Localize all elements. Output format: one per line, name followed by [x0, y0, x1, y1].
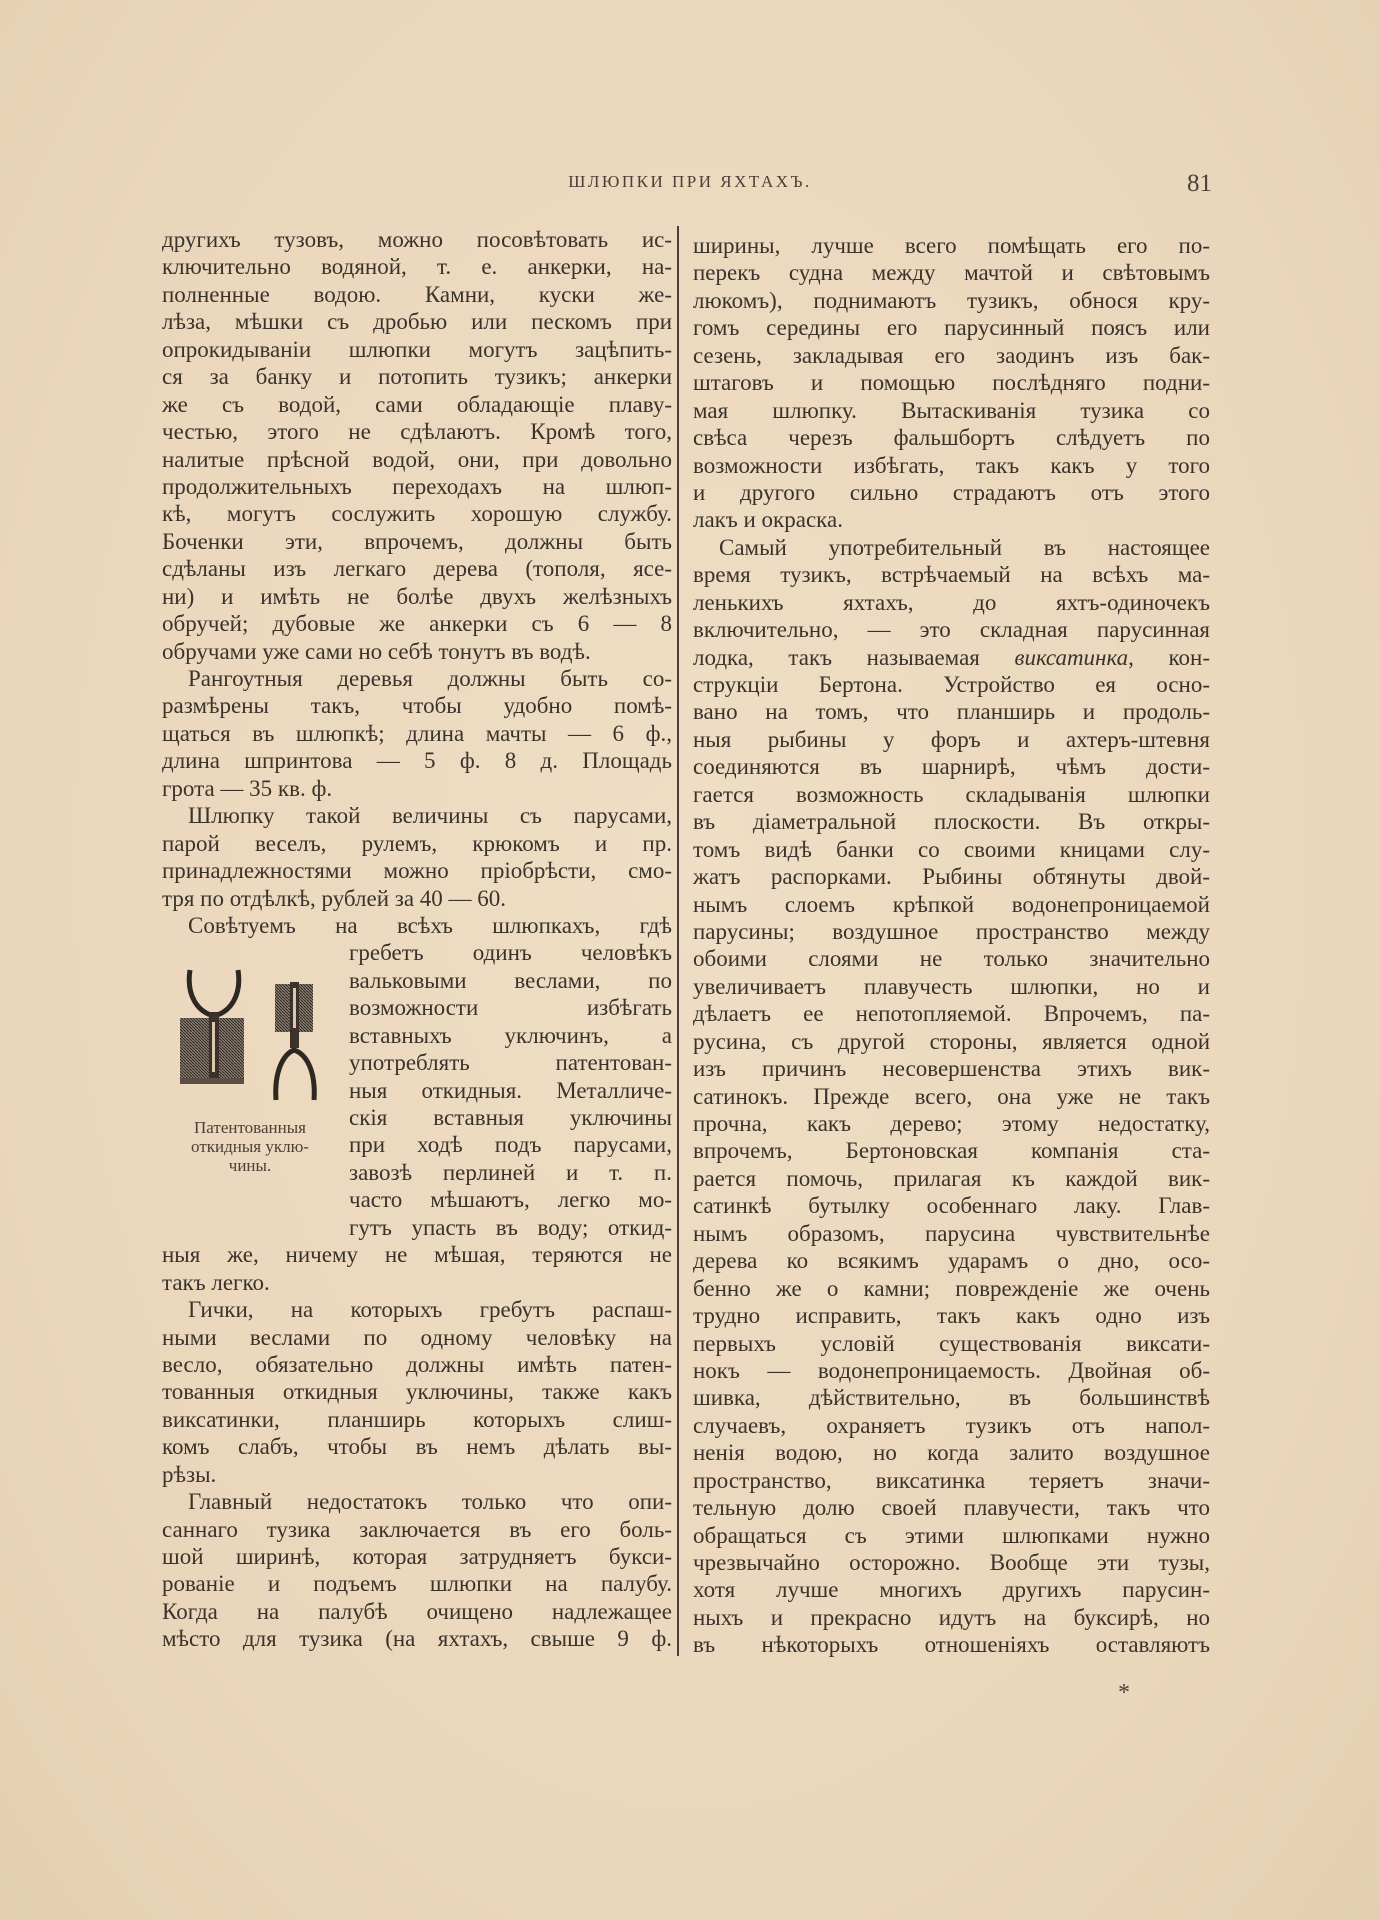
text-line — [693, 644, 1210, 671]
text-line: жатъ распорками. Рыбины обтянуты двой- — [693, 864, 1210, 890]
text-line: полненные водою. Камни, куски же- — [162, 281, 672, 307]
text-line: впрочемъ, Бертоновская компанія ста- — [693, 1138, 1210, 1164]
text-line: лакъ и окраска. — [693, 507, 843, 533]
text-line: дерева ко всякимъ ударамъ о дно, осо- — [693, 1248, 1210, 1274]
text-line: сатинокъ. Прежде всего, она уже не такъ — [693, 1083, 1210, 1109]
text-segment: лодка, такъ называемая — [693, 644, 1015, 670]
text-line: ныя откидныя. Металличе- — [349, 1077, 672, 1103]
text-line: гребетъ одинъ человѣкъ — [349, 940, 672, 966]
text-line: трудно исправить, такъ какъ одно изъ — [693, 1303, 1210, 1329]
text-line: рается помочь, прилагая къ каждой вик- — [693, 1165, 1210, 1191]
text-line: Гички, на которыхъ гребутъ распаш- — [188, 1297, 672, 1323]
text-line: чрезвычайно осторожно. Вообще эти тузы, — [693, 1550, 1210, 1575]
text-line: возможности избѣгать, такъ какъ у того — [693, 452, 1210, 478]
text-line: обоими слоями не только значительно — [693, 946, 1210, 972]
caption-line: чины. — [228, 1156, 272, 1175]
text-line: дѣлаетъ ее непотопляемой. Впрочемъ, па- — [693, 1001, 1210, 1027]
text-line: мая шлюпку. Вытаскиванія тузика со — [693, 397, 1210, 423]
text-line: при ходѣ подъ парусами, — [349, 1132, 672, 1158]
text-line: такъ легко. — [162, 1269, 270, 1295]
text-line: саннаго тузика заключается въ его боль- — [162, 1516, 672, 1542]
text-line: нымъ слоемъ крѣпкой водонепроницаемой — [693, 891, 1210, 917]
text-line: же съ водой, сами обладающіе плаву- — [162, 391, 672, 417]
text-line: и другого сильно страдаютъ отъ этого — [693, 479, 1210, 505]
text-line: штаговъ и помощью послѣдняго подни- — [693, 370, 1210, 396]
text-line: вальковыми веслами, по — [349, 967, 672, 993]
page-number: 81 — [1187, 170, 1212, 197]
text-line: тря по отдѣлкѣ, рублей за 40 — 60. — [162, 885, 507, 911]
text-line: бенно же о камни; поврежденіе же очень — [693, 1275, 1210, 1301]
signature-mark: * — [1118, 1680, 1130, 1706]
text-line: соединяются въ шарнирѣ, чѣмъ дости- — [693, 754, 1210, 780]
text-line: налитые прѣсной водой, они, при довольно — [162, 446, 672, 472]
right-column — [693, 232, 1210, 1659]
text-line: продолжительныхъ переходахъ на шлюп- — [162, 473, 672, 499]
text-line: первыхъ условій существованія виксати- — [693, 1330, 1210, 1356]
text-line: въ нѣкоторыхъ отношеніяхъ оставляютъ — [693, 1632, 1210, 1658]
text-line: скія вставныя уключины — [349, 1105, 672, 1130]
text-line: ныя рыбины у форъ и ахтеръ-штевня — [693, 726, 1210, 752]
text-line: свѣса черезъ фальшбортъ слѣдуетъ по — [693, 425, 1210, 451]
text-line: Самый употребительный въ настоящее — [719, 534, 1210, 560]
text-line: Совѣтуемъ на всѣхъ шлюпкахъ, гдѣ — [188, 912, 672, 938]
text-line: вано на томъ, что планширь и продоль- — [693, 699, 1210, 725]
text-line: нымъ образомъ, парусина чувствительнѣе — [693, 1220, 1210, 1246]
text-line: комъ слабъ, чтобы въ немъ дѣлать вы- — [162, 1434, 672, 1460]
text-line: употреблять патентован- — [349, 1050, 672, 1076]
text-line: Шлюпку такой величины съ парусами, — [188, 803, 672, 829]
text-line: другихъ тузовъ, можно посовѣтовать ис- — [162, 227, 672, 252]
text-line: случаевъ, охраняетъ тузикъ отъ напол- — [693, 1412, 1210, 1438]
text-line: ленькихъ яхтахъ, до яхтъ-одиночекъ — [693, 589, 1210, 615]
text-line: обращаться съ этими шлюпками нужно — [693, 1522, 1210, 1548]
caption-line: Патентованныя — [194, 1118, 306, 1137]
text-line: Рангоутныя деревья должны быть со- — [188, 666, 672, 691]
text-line: ныхъ и прекрасно идутъ на буксирѣ, но — [693, 1604, 1210, 1630]
text-line: Боченки эти, впрочемъ, должны быть — [162, 528, 672, 554]
text-line: ныя же, ничему не мѣшая, теряются не — [162, 1242, 672, 1268]
text-line: щаться въ шлюпкѣ; длина мачты — 6 ф., — [162, 720, 672, 746]
text-line: тованныя откидныя уключины, также какъ — [162, 1379, 672, 1405]
text-line: парусины; воздушное пространство между — [693, 918, 1210, 944]
text-line: шивка, дѣйствительно, въ большинствѣ — [693, 1385, 1210, 1411]
text-line: ненія водою, но когда залито воздушное — [693, 1440, 1210, 1466]
text-line: изъ причинъ несовершенства этихъ вик- — [693, 1056, 1210, 1082]
text-line: завозѣ перлиней и т. п. — [349, 1159, 672, 1185]
text-line: часто мѣшаютъ, легко мо- — [349, 1187, 672, 1213]
text-line: рѣзы. — [162, 1461, 217, 1487]
left-column — [162, 226, 672, 1653]
text-line: сатинкѣ бутылку особеннаго лаку. Глав- — [693, 1193, 1210, 1219]
text-line: размѣрены такъ, чтобы удобно помѣ- — [162, 693, 672, 719]
text-line: обручами уже сами но себѣ тонутъ въ водѣ. — [162, 638, 591, 664]
text-line: парой веселъ, рулемъ, крюкомъ и пр. — [162, 830, 672, 856]
text-line: сезень, закладывая его заодинъ изъ бак- — [693, 342, 1210, 368]
italic-term: виксатинка — [1014, 644, 1129, 670]
text-line: ся за банку и потопить тузикъ; анкерки — [162, 364, 672, 390]
text-line: прочна, какъ дерево; этому недостатку, — [693, 1111, 1210, 1136]
text-line: включительно, — это складная парусинная — [693, 617, 1210, 643]
text-line: виксатинки, планширь которыхъ слиш- — [162, 1406, 672, 1432]
text-line: ными веслами по одному человѣку на — [162, 1324, 672, 1350]
text-line: Главный недостатокъ только что опи- — [188, 1489, 672, 1515]
text-line: ключительно водяной, т. е. анкерки, на- — [162, 254, 672, 280]
text-line: длина шпринтова — 5 ф. 8 д. Площадь — [162, 748, 672, 774]
text-line: обручей; дубовые же анкерки съ 6 — 8 — [162, 611, 672, 637]
running-head: ШЛЮПКИ ПРИ ЯХТАХЪ. — [568, 172, 812, 191]
text-line: весло, обязательно должны имѣть патен- — [162, 1351, 672, 1377]
text-line: увеличиваетъ плавучесть шлюпки, но и — [693, 973, 1210, 999]
text-line: кѣ, могутъ сослужить хорошую службу. — [162, 501, 672, 527]
text-line: хотя лучше многихъ другихъ парусин- — [693, 1577, 1210, 1603]
text-line: мѣсто для тузика (на яхтахъ, свыше 9 ф. — [162, 1626, 672, 1652]
text-line: тельную долю своей плавучести, такъ что — [693, 1495, 1210, 1521]
text-line: возможности избѣгать — [349, 995, 672, 1021]
text-line: рованіе и подъемъ шлюпки на палубу. — [162, 1571, 672, 1597]
text-line: вставныхъ уключинъ, а — [349, 1022, 672, 1048]
text-line: лѣза, мѣшки съ дробью или пескомъ при — [162, 309, 672, 335]
column-divider — [677, 226, 679, 1656]
text-line: сдѣланы изъ легкаго дерева (тополя, ясе- — [162, 556, 672, 582]
text-line: струкціи Бертона. Устройство ея осно- — [693, 672, 1210, 697]
text-line: грота — 35 кв. ф. — [162, 775, 333, 801]
text-line: въ діаметральной плоскости. Въ откры- — [693, 809, 1210, 835]
text-line: гается возможность складыванія шлюпки — [693, 781, 1210, 807]
text-line: принадлежностями можно пріобрѣсти, смо- — [162, 858, 672, 884]
folding-oarlock-icon — [275, 982, 314, 1100]
text-line: нокъ — водонепроницаемость. Двойная об- — [693, 1357, 1210, 1383]
text-line: люкомъ), поднимаютъ тузикъ, обнося кру- — [693, 287, 1210, 313]
text-line: шой ширинѣ, которая затрудняетъ букси- — [162, 1544, 672, 1569]
text-line: опрокидываніи шлюпки могутъ зацѣпить- — [162, 336, 672, 362]
oarlock-illustration — [180, 966, 335, 1102]
caption-line: откидныя уклю- — [191, 1137, 309, 1156]
fixed-oarlock-icon — [180, 970, 244, 1084]
text-line: томъ видѣ банки со своими кницами слу- — [693, 836, 1210, 862]
text-line: гомъ середины его парусинный поясъ или — [693, 315, 1210, 341]
text-line: ширины, лучше всего помѣщать его по- — [693, 233, 1210, 258]
text-line: ни) и имѣть не болѣе двухъ желѣзныхъ — [162, 583, 672, 609]
text-line: Когда на палубѣ очищено надлежащее — [162, 1598, 672, 1624]
text-line: гутъ упасть въ воду; откид- — [349, 1214, 672, 1240]
text-line: пространство, виксатинка теряетъ значи- — [693, 1467, 1210, 1493]
text-line: русина, съ другой стороны, является одной — [693, 1028, 1210, 1054]
text-segment: , кон- — [1128, 644, 1210, 670]
figure-caption — [160, 1118, 340, 1175]
text-line: честью, этого не сдѣлаютъ. Кромѣ того, — [162, 419, 672, 445]
text-line: время тузикъ, встрѣчаемый на всѣхъ ма- — [693, 562, 1210, 588]
text-line: перекъ судна между мачтой и свѣтовымъ — [693, 260, 1210, 286]
